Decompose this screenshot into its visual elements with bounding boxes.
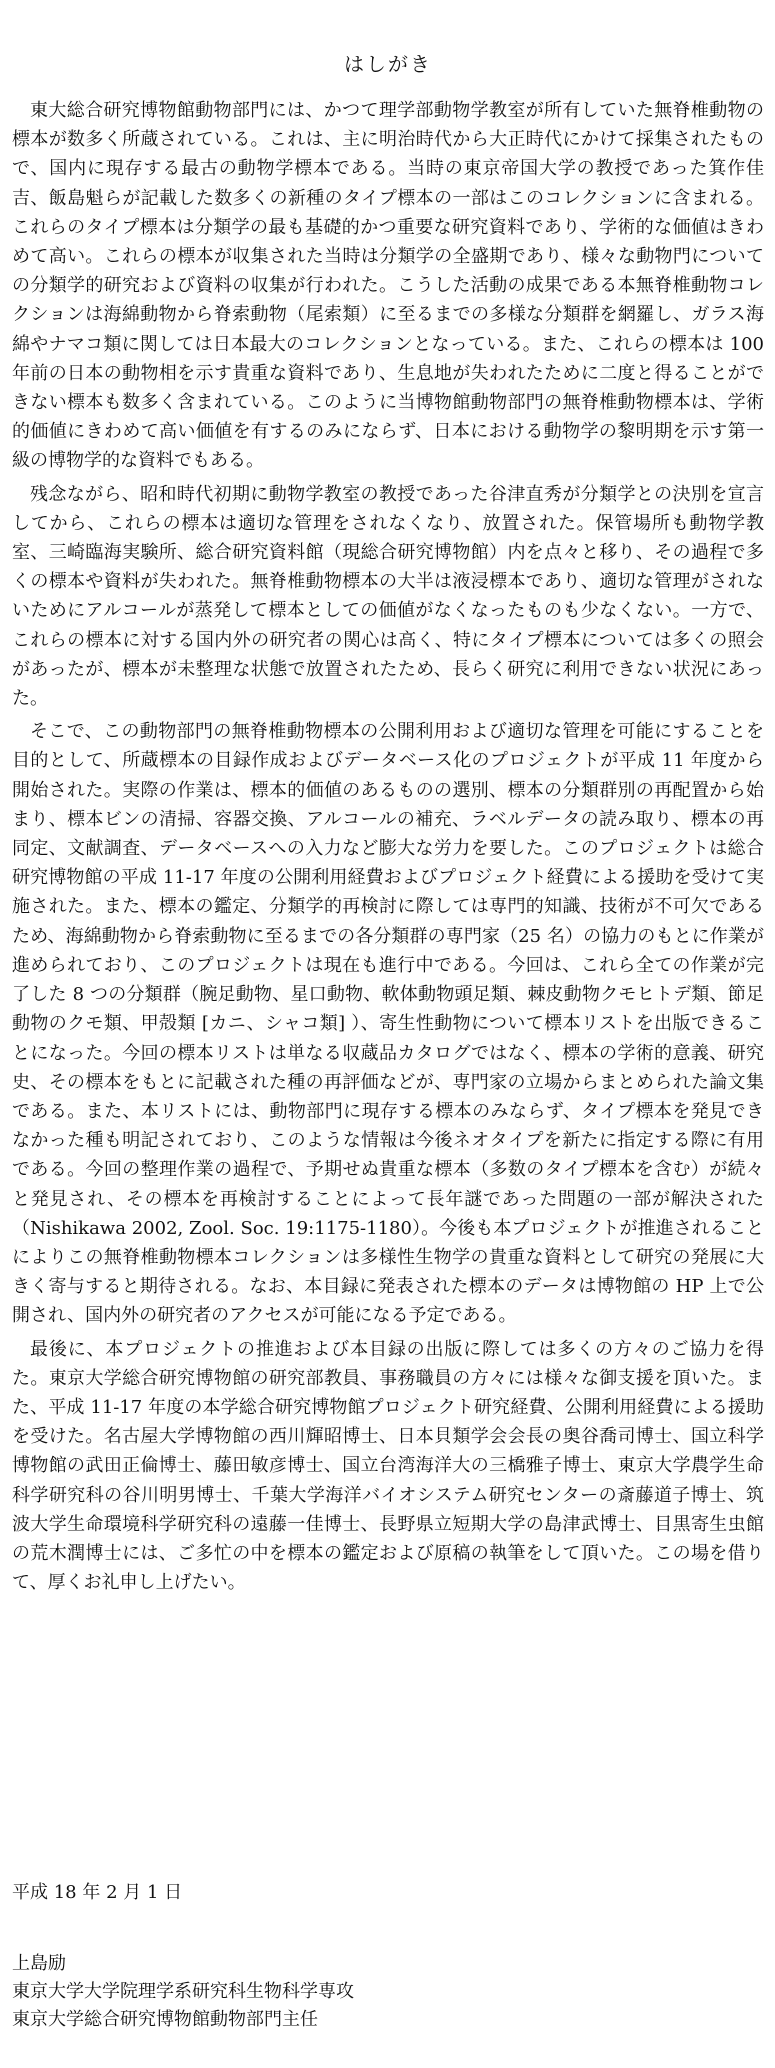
author-affiliation-2: 東京大学総合研究博物館動物部門主任 (12, 2009, 318, 2030)
document-date: 平成 18 年 2 月 1 日 (12, 1882, 183, 1903)
signature-block (12, 1950, 354, 2034)
paragraph-2: 残念ながら、昭和時代初期に動物学教室の教授であった谷津直秀が分類学との決別を宣言してから、これらの標本は適切な管理をされなくなり、放置された。保管場所も動物学教室、三崎臨海実験所、総合研究資料館（現総合研究博物館）内を点々と移り、その過程で多くの標本や資料が失われた。無脊椎動物標本の大半は液浸標本であり、適切な管理がされないためにアルコールが蒸発して標本としての価値がなくなったものも少なくない。一方で、これらの標本に対する国内外の研究者の関心は高く、特にタイプ標本については多くの照会があったが、標本が未整理な状態で放置されたため、長らく研究に利用できない状況にあった。 (12, 483, 764, 710)
author-affiliation-1: 東京大学大学院理学系研究科生物科学専攻 (12, 1981, 354, 2002)
paragraph-4: 最後に、本プロジェクトの推進および本目録の出版に際しては多くの方々のご協力を得た。東京大学総合研究博物館の研究部教員、事務職員の方々には様々な御支援を頂いた。また、平成 11-17 年度の本学総合研究博物館プロジェクト研究経費、公開利用経費による援助を受けた。名古屋大学博物館の西川輝昭博士、日本貝類学会会長の奥谷喬司博士、国立科学博物館の武田正倫博士、藤田敏彦博士、国立台湾海洋大の三橋雅子博士、東京大学農学生命科学研究科の谷川明男博士、千葉大学海洋バイオシステム研究センターの斎藤道子博士、筑波大学生命環境科学研究科の遠藤一佳博士、長野県立短期大学の島津武博士、目黒寄生虫館の荒木潤博士には、ご多忙の中を標本の鑑定および原稿の執筆をして頂いた。この場を借りて、厚くお礼申し上げたい。 (12, 1338, 764, 1594)
author-name: 上島励 (12, 1953, 66, 1974)
paragraph-3: そこで、この動物部門の無脊椎動物標本の公開利用および適切な管理を可能にすることを目的として、所蔵標本の目録作成およびデータベース化のプロジェクトが平成 11 年度から開始された。実際の作業は、標本的価値のあるものの選別、標本の分類群別の再配置から始まり、標本ビンの清掃、容器交換、アルコールの補充、ラベルデータの読み取り、標本の再同定、文献調査、データベースへの入力など膨大な労力を要した。このプロジェクトは総合研究博物館の平成 11-17 年度の公開利用経費およびプロジェクト経費による援助を受けて実施された。また、標本の鑑定、分類学的再検討に際しては専門的知識、技術が不可欠であるため、海綿動物から脊索動物に至るまでの各分類群の専門家（25 名）の協力のもとに作業が進められており、このプロジェクトは現在も進行中である。今回は、これら全ての作業が完了した 8 つの分類群（腕足動物、星口動物、軟体動物頭足類、棘皮動物クモヒトデ類、節足動物のクモ類、甲殻類 [カニ、シャコ類] ）、寄生性動物について標本リストを出版できることになった。今回の標本リストは単なる収蔵品カタログではなく、標本の学術的意義、研究史、その標本をもとに記載された種の再評価などが、専門家の立場からまとめられた論文集である。また、本リストには、動物部門に現存する標本のみならず、タイプ標本を発見できなかった種も明記されており、このような情報は今後ネオタイプを新たに指定する際に有用である。今回の整理作業の過程で、予期せぬ貴重な標本（多数のタイプ標本を含む）が続々と発見され、その標本を再検討することによって長年謎であった問題の一部が解決された（Nishikawa 2002, Zool. Soc. 19:1175-1180）。今後も本プロジェクトが推進されることによりこの無脊椎動物標本コレクションは多様性生物学の貴重な資料として研究の発展に大きく寄与すると期待される。なお、本目録に発表された標本のデータは博物館の HP 上で公開され、国内外の研究者のアクセスが可能になる予定である。 (12, 721, 764, 1327)
page-title: はしがき (344, 52, 432, 76)
paragraph-1: 東大総合研究博物館動物部門には、かつて理学部動物学教室が所有していた無脊椎動物の標本が数多く所蔵されている。これは、主に明治時代から大正時代にかけて採集されたもので、国内に現存する最古の動物学標本である。当時の東京帝国大学の教授であった箕作佳吉、飯島魁らが記載した数多くの新種のタイプ標本の一部はこのコレクションに含まれる。これらのタイプ標本は分類学の最も基礎的かつ重要な研究資料であり、学術的な価値はきわめて高い。これらの標本が収集された当時は分類学の全盛期であり、様々な動物門についての分類学的研究および資料の収集が行われた。こうした活動の成果である本無脊椎動物コレクションは海綿動物から脊索動物（尾索類）に至るまでの多様な分類群を網羅し、ガラス海綿やナマコ類に関しては日本最大のコレクションとなっている。また、これらの標本は 100 年前の日本の動物相を示す貴重な資料であり、生息地が失われたために二度と得ることができない標本も数多く含まれている。このように当博物館動物部門の無脊椎動物標本は、学術的価値にきわめて高い価値を有するのみにならず、日本における動物学の黎明期を示す第一級の博物学的な資料でもある。 (12, 100, 764, 472)
document-page (12, 0, 764, 2068)
document-body (12, 96, 764, 1601)
